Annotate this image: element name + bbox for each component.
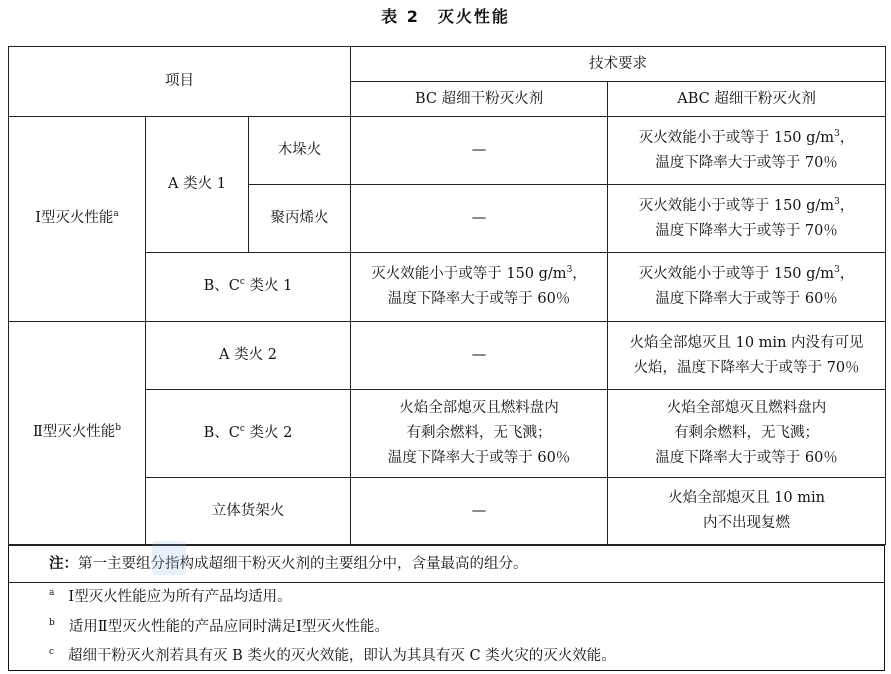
type2-footnote-mark: b [115, 423, 122, 434]
bc2-line-2: 有剩余燃料，无飞溅； [406, 425, 552, 442]
bc2-line-2: 有剩余燃料，无飞溅； [674, 425, 820, 442]
shelf-fire: 立体货架火 [146, 478, 351, 545]
shelf-line-1: 火焰全部熄灭且 10 min [668, 490, 825, 507]
bc-class-2-tail: 类火 2 [244, 425, 293, 442]
temp-line: 温度下降率大于或等于 60％ [387, 450, 571, 467]
shelf-fire-bc: — [351, 478, 608, 545]
table-row [9, 321, 886, 390]
eff-line: 灭火效能小于或等于 150 g/m [371, 265, 567, 282]
footnote-c [9, 641, 884, 671]
table-title: 表 2 灭火性能 [381, 7, 510, 26]
bc-class-1-footnote-mark: c [239, 277, 245, 288]
footnote-b [9, 612, 884, 642]
a-class-2-abc [608, 321, 886, 390]
eff-comma: ， [839, 265, 855, 282]
bc-class-1 [146, 253, 351, 322]
temp-line: 温度下降率大于或等于 70％ [655, 222, 838, 239]
a-class-1: A 类火 1 [146, 116, 249, 252]
unit-sup: 3 [834, 196, 840, 207]
unit-sup: 3 [834, 128, 840, 139]
bc-class-1-abc [608, 253, 886, 322]
bc-class-1-bc [351, 253, 608, 322]
type2-label-cell [9, 321, 146, 544]
pp-fire-bc: — [351, 185, 608, 253]
header-col-abc: ABC 超细干粉灭火剂 [608, 82, 886, 116]
bc2-line-1: 火焰全部熄灭且燃料盘内 [666, 400, 827, 417]
bc2-line-1: 火焰全部熄灭且燃料盘内 [399, 400, 559, 417]
unit-sup: 3 [834, 265, 840, 276]
pp-fire: 聚丙烯火 [249, 185, 351, 253]
wood-fire-bc: — [351, 116, 608, 185]
footnote-c-mark: c [49, 647, 55, 658]
shelf-line-2: 内不出现复燃 [703, 515, 791, 532]
footnote-c-text: 超细干粉灭火剂若具有灭 B 类火的灭火效能，即认为其具有灭 C 类火灾的灭火效能。 [68, 648, 616, 664]
type1-label: Ⅰ型灭火性能 [35, 210, 114, 227]
bc-class-1-label: B、C [203, 278, 240, 295]
table-row [9, 116, 886, 185]
temp-line: 温度下降率大于或等于 70％ [655, 154, 838, 171]
temp-line: 温度下降率大于或等于 60％ [655, 450, 838, 467]
footnote-a-mark: a [49, 588, 55, 599]
eff-line: 灭火效能小于或等于 150 g/m [638, 197, 835, 214]
eff-comma: ， [839, 197, 855, 214]
footnote-b-mark: b [49, 618, 55, 629]
bc-class-1-tail: 类火 1 [244, 278, 293, 295]
note-text: 第一主要组分指构成超细干粉灭火剂的主要组分中，含量最高的组分。 [78, 556, 528, 572]
type2-label: Ⅱ型灭火性能 [32, 424, 116, 441]
temp-line: 温度下降率大于或等于 60％ [655, 290, 838, 307]
wood-fire: 木垛火 [249, 116, 351, 185]
bc-class-2-label: B、C [203, 425, 240, 442]
bc-class-2 [146, 390, 351, 478]
eff-comma: ， [572, 265, 587, 282]
unit-sup: 3 [566, 265, 573, 276]
footnote-b-text: 适用Ⅱ型灭火性能的产品应同时满足Ⅰ型灭火性能。 [68, 619, 389, 635]
watermark-overlay [152, 541, 186, 575]
header-tech-req: 技术要求 [351, 47, 886, 82]
temp-line: 温度下降率大于或等于 60％ [387, 290, 571, 307]
type1-footnote-mark: a [113, 209, 119, 220]
eff-line: 灭火效能小于或等于 150 g/m [638, 265, 835, 282]
eff-comma: ， [839, 129, 855, 146]
footnote-a [9, 582, 884, 612]
eff-line: 灭火效能小于或等于 150 g/m [638, 129, 835, 146]
bc-class-2-bc [351, 390, 608, 478]
wood-fire-abc [608, 116, 886, 185]
a-class-2: A 类火 2 [146, 321, 351, 390]
bc-class-2-footnote-mark: c [239, 424, 245, 435]
footnote-a-text: Ⅰ型灭火性能应为所有产品均适用。 [68, 589, 292, 605]
header-item: 项目 [9, 47, 351, 117]
table-notes [8, 545, 885, 671]
a-class-2-bc: — [351, 321, 608, 390]
note-main [9, 546, 884, 583]
note-label: 注： [49, 556, 78, 572]
type1-label-cell [9, 116, 146, 321]
fire-performance-table [8, 46, 886, 545]
a2-line-1: 火焰全部熄灭且 10 min 内没有可见 [629, 334, 864, 351]
header-col-bc: BC 超细干粉灭火剂 [351, 82, 608, 116]
shelf-fire-abc [608, 478, 886, 545]
a2-line-2: 火焰，温度下降率大于或等于 70％ [633, 359, 860, 376]
pp-fire-abc [608, 185, 886, 253]
bc-class-2-abc [608, 390, 886, 478]
header-row-1 [9, 47, 886, 82]
